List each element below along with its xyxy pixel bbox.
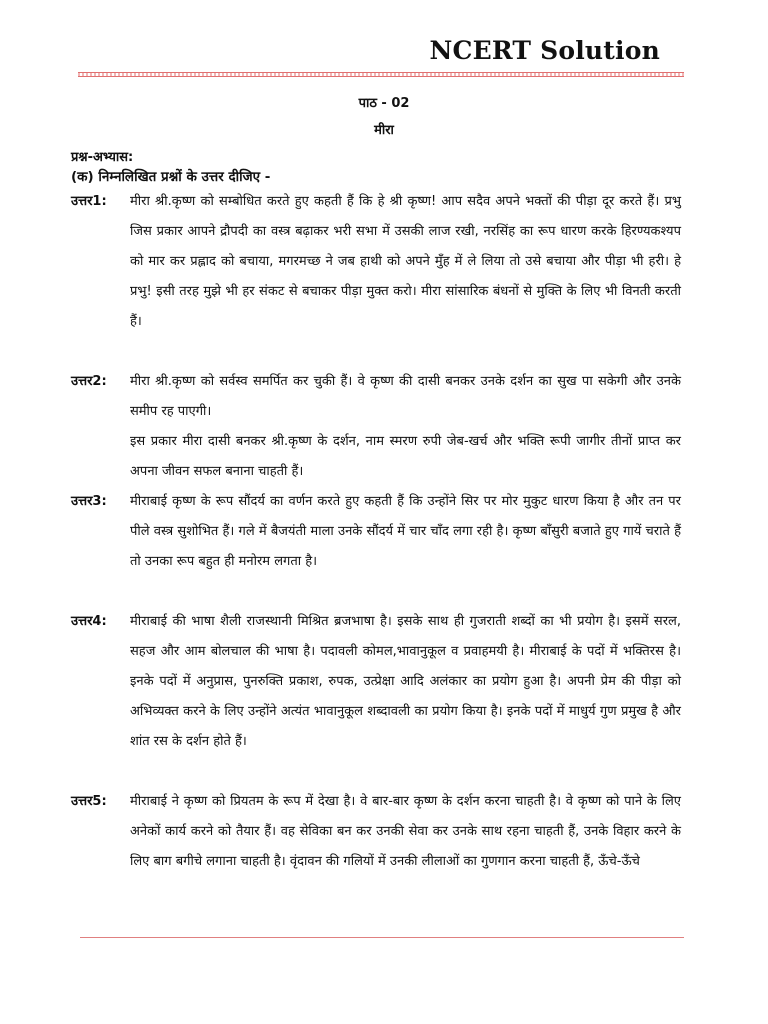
header-divider bbox=[78, 72, 684, 77]
answer-5 bbox=[71, 787, 681, 877]
answer-paragraph: इस प्रकार मीरा दासी बनकर श्री.कृष्ण के दर्शन, नाम स्मरण रुपी जेब-खर्च और भक्ति रूपी जागीर तीनों प्राप्त कर अपना जीवन सफल बनाना चाहती हैं। bbox=[130, 434, 681, 479]
section-label: प्रश्न-अभ्यास: bbox=[71, 150, 134, 165]
answer-4 bbox=[71, 607, 681, 757]
answer-paragraph: मीरा श्री.कृष्ण को सम्बोधित करते हुए कहती हैं कि हे श्री कृष्ण! आप सदैव अपने भक्तों की पीड़ा दूर करते हैं। प्रभु जिस प्रकार आपने द्रौपदी का वस्त्र बढ़ाकर भरी सभा में उसकी लाज रखी, नरसिंह का रूप धारण करके हिरण्यकश्यप को मार कर प्रह्लाद को बचाया, मगरमच्छ ने जब हाथी को अपने मुँह में ले लिया तो उसे बचाया और पीड़ा भी हरी। हे प्रभु! इसी तरह मुझे भी हर संकट से बचाकर पीड़ा मुक्त करो। मीरा सांसारिक बंधनों से मुक्ति के लिए भी विनती करती हैं। bbox=[130, 194, 681, 329]
answer-1 bbox=[71, 187, 681, 337]
answer-paragraph: मीराबाई कृष्ण के रूप सौंदर्य का वर्णन करते हुए कहती हैं कि उन्होंने सिर पर मोर मुकुट धारण किया है और तन पर पीले वस्त्र सुशोभित हैं। गले में बैजयंती माला उनके सौंदर्य में चार चाँद लगा रही है। कृष्ण बाँसुरी बजाते हुए गायें चराते हैं तो उनका रूप बहुत ही मनोरम लगता है। bbox=[130, 494, 681, 569]
answer-paragraph: मीराबाई ने कृष्ण को प्रियतम के रूप में देखा है। वे बार-बार कृष्ण के दर्शन करना चाहती है। वे कृष्ण को पाने के लिए अनेकों कार्य करने को तैयार हैं। वह सेविका बन कर उनकी सेवा कर उनके साथ रहना चाहती हैं, उनके विहार करने के लिए बाग बगीचे लगाना चाहती है। वृंदावन की गलियों में उनकी लीलाओं का गुणगान करना चाहती हैं, ऊँचे-ऊँचे bbox=[130, 794, 681, 869]
answer-label: उत्तर5: bbox=[71, 794, 107, 809]
answer-body bbox=[130, 187, 681, 337]
lesson-title: मीरा bbox=[374, 123, 394, 138]
answer-body bbox=[130, 487, 681, 577]
answer-label: उत्तर1: bbox=[71, 194, 107, 209]
header-title: NCERT Solution bbox=[429, 36, 660, 65]
answer-body bbox=[130, 607, 681, 757]
answer-label: उत्तर3: bbox=[71, 494, 107, 509]
answer-label: उत्तर4: bbox=[71, 614, 107, 629]
answer-paragraph: मीराबाई की भाषा शैली राजस्थानी मिश्रित ब्रजभाषा है। इसके साथ ही गुजराती शब्दों का भी प्रयोग है। इसमें सरल, सहज और आम बोलचाल की भाषा है। पदावली कोमल,भावानुकूल व प्रवाहमयी है। मीराबाई के पदों में भक्तिरस है। इनके पदों में अनुप्रास, पुनरुक्ति प्रकाश, रुपक, उत्प्रेक्षा आदि अलंकार का प्रयोग हुआ है। अपनी प्रेम की पीड़ा को अभिव्यक्त करने के लिए उन्होंने अत्यंत भावानुकूल शब्दावली का प्रयोग किया है। इनके पदों में माधुर्य गुण प्रमुख है और शांत रस के दर्शन होते हैं। bbox=[130, 614, 681, 749]
answer-paragraph: मीरा श्री.कृष्ण को सर्वस्व समर्पित कर चुकी हैं। वे कृष्ण की दासी बनकर उनके दर्शन का सुख पा सकेगी और उनके समीप रह पाएगी। bbox=[130, 374, 681, 419]
answer-3 bbox=[71, 487, 681, 577]
answer-label: उत्तर2: bbox=[71, 374, 107, 389]
footer-divider bbox=[80, 937, 684, 938]
answer-body bbox=[130, 787, 681, 877]
instruction-heading: (क) निम्नलिखित प्रश्नों के उत्तर दीजिए - bbox=[71, 169, 271, 185]
answer-2 bbox=[71, 367, 681, 487]
answer-body bbox=[130, 367, 681, 487]
lesson-number: पाठ - 02 bbox=[358, 96, 410, 111]
